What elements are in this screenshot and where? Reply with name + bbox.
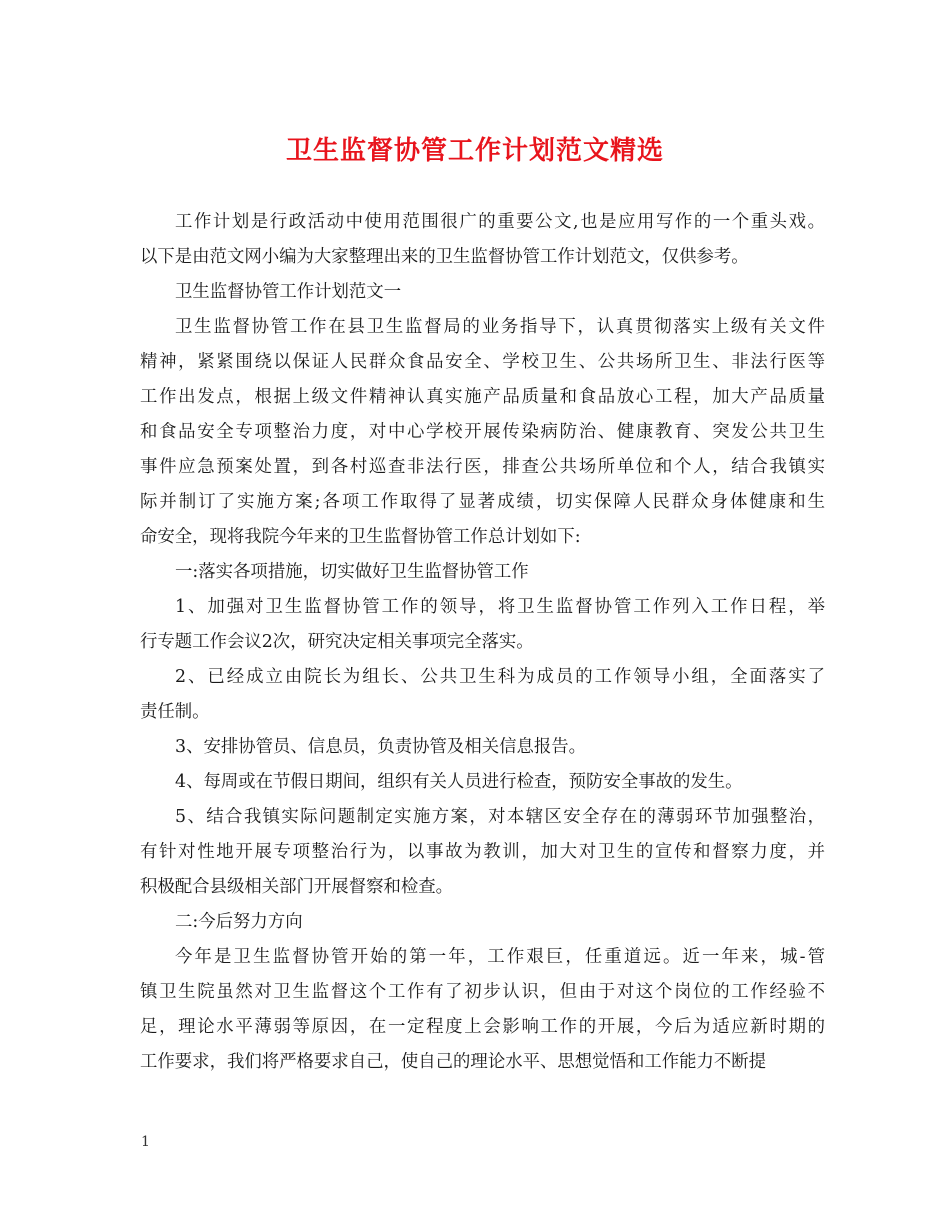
paragraph-line: 精神，紧紧围绕以保证人民群众食品安全、学校卫生、公共场所卫生、非法行医等 <box>140 352 825 372</box>
paragraph-line: 二:今后努力方向 <box>175 912 303 932</box>
paragraph-line: 5、结合我镇实际问题制定实施方案，对本辖区安全存在的薄弱环节加强整治， <box>175 807 825 827</box>
page-number: 1 <box>141 1134 150 1150</box>
paragraph-line: 镇卫生院虽然对卫生监督这个工作有了初步认识，但由于对这个岗位的工作经验不 <box>140 982 825 1002</box>
paragraph-line: 工作要求，我们将严格要求自己，使自己的理论水平、思想觉悟和工作能力不断提 <box>140 1052 767 1072</box>
paragraph-line: 4、每周或在节假日期间，组织有关人员进行检查，预防安全事故的发生。 <box>175 772 743 792</box>
paragraph-line: 行专题工作会议2次，研究决定相关事项完全落实。 <box>140 632 534 652</box>
paragraph-line: 一:落实各项措施，切实做好卫生监督协管工作 <box>175 562 529 582</box>
paragraph-line: 以下是由范文网小编为大家整理出来的卫生监督协管工作计划范文，仅供参考。 <box>140 247 749 267</box>
paragraph-line: 足，理论水平薄弱等原因，在一定程度上会影响工作的开展，今后为适应新时期的 <box>140 1017 825 1037</box>
paragraph-line: 3、安排协管员、信息员，负责协管及相关信息报告。 <box>175 737 587 757</box>
paragraph-line: 工作出发点，根据上级文件精神认真实施产品质量和食品放心工程，加大产品质量 <box>140 387 825 407</box>
paragraph-line: 2、已经成立由院长为组长、公共卫生科为成员的工作领导小组，全面落实了 <box>175 667 825 687</box>
paragraph-line: 今年是卫生监督协管开始的第一年，工作艰巨，任重道远。近一年来，城-管 <box>175 947 825 967</box>
paragraph-line: 责任制。 <box>140 702 210 722</box>
document-title: 卫生监督协管工作计划范文精选 <box>285 136 664 166</box>
paragraph-line: 事件应急预案处置，到各村巡查非法行医，排查公共场所单位和个人，结合我镇实 <box>140 457 825 477</box>
paragraph-line: 1、加强对卫生监督协管工作的领导，将卫生监督协管工作列入工作日程，举 <box>175 597 825 617</box>
paragraph-line: 有针对性地开展专项整治行为，以事故为教训，加大对卫生的宣传和督察力度，并 <box>140 842 825 862</box>
document-body <box>140 205 825 1080</box>
paragraph-line: 卫生监督协管工作在县卫生监督局的业务指导下，认真贯彻落实上级有关文件 <box>175 317 825 337</box>
paragraph-line: 和食品安全专项整治力度，对中心学校开展传染病防治、健康教育、突发公共卫生 <box>140 422 825 442</box>
paragraph-line: 际并制订了实施方案;各项工作取得了显著成绩，切实保障人民群众身体健康和生 <box>140 492 825 512</box>
paragraph-line: 工作计划是行政活动中使用范围很广的重要公文,也是应用写作的一个重头戏。 <box>175 212 825 232</box>
paragraph-line: 积极配合县级相关部门开展督察和检查。 <box>140 877 454 897</box>
paragraph-line: 命安全，现将我院今年来的卫生监督协管工作总计划如下: <box>140 527 581 547</box>
paragraph-line: 卫生监督协管工作计划范文一 <box>175 282 402 302</box>
